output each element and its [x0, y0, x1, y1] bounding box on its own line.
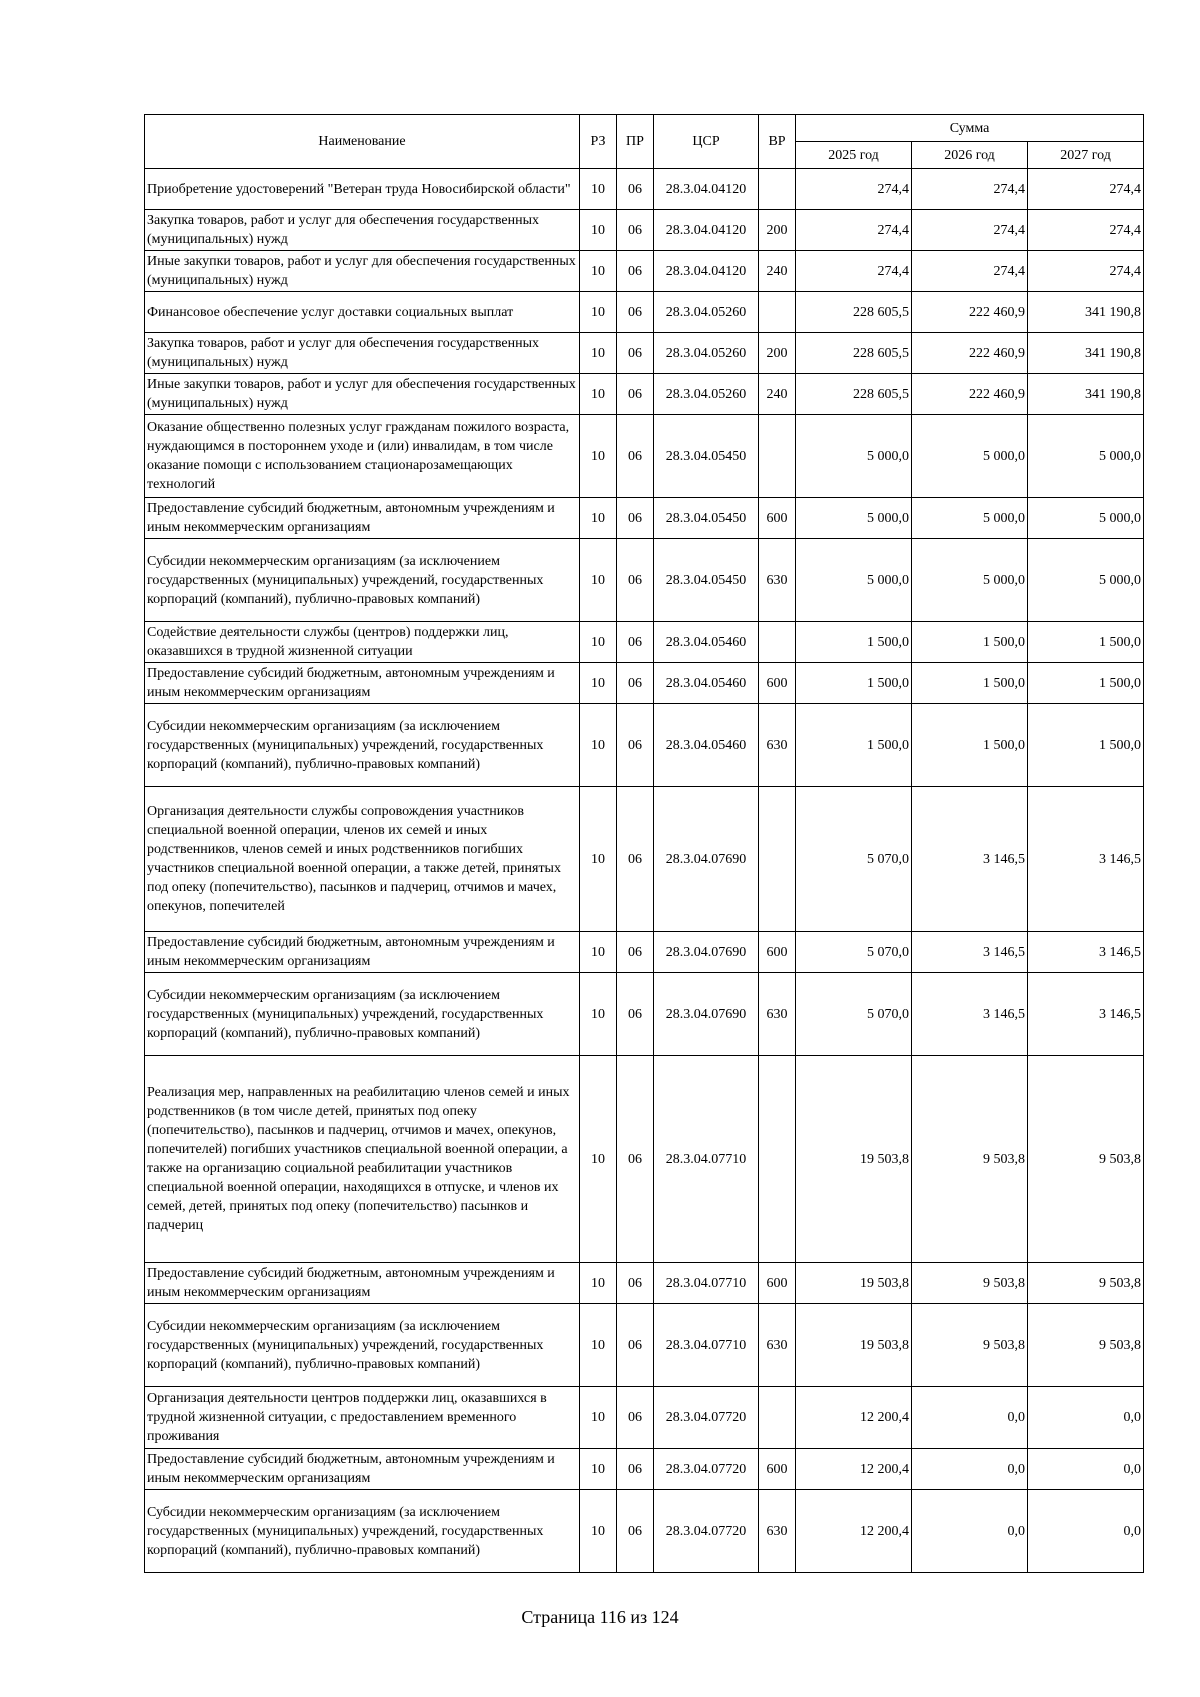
row-name-cell: Предоставление субсидий бюджетным, автономным учреждениям и иным некоммерческим организациям	[145, 1263, 580, 1304]
header-year-2026: 2026 год	[912, 142, 1028, 169]
table-row	[145, 1304, 1144, 1387]
table-header	[145, 115, 1144, 169]
row-sum-2025-cell: 19 503,8	[796, 1304, 912, 1387]
row-rz-cell: 10	[580, 415, 617, 498]
row-sum-2025-cell: 5 000,0	[796, 498, 912, 539]
row-name-cell: Предоставление субсидий бюджетным, автономным учреждениям и иным некоммерческим организациям	[145, 498, 580, 539]
row-sum-2026-cell: 1 500,0	[912, 622, 1028, 663]
row-sum-2026-cell: 274,4	[912, 251, 1028, 292]
table-row	[145, 1056, 1144, 1263]
row-csr-cell: 28.3.04.05460	[654, 622, 759, 663]
row-name-cell: Содействие деятельности службы (центров) поддержки лиц, оказавшихся в трудной жизненной ситуации	[145, 622, 580, 663]
row-sum-2026-cell: 0,0	[912, 1387, 1028, 1449]
row-sum-2025-cell: 5 000,0	[796, 539, 912, 622]
row-vr-cell	[759, 787, 796, 932]
row-sum-2025-cell: 274,4	[796, 210, 912, 251]
row-sum-2025-cell: 274,4	[796, 251, 912, 292]
row-vr-cell: 630	[759, 1304, 796, 1387]
row-pr-cell: 06	[617, 169, 654, 210]
row-pr-cell: 06	[617, 210, 654, 251]
row-sum-2026-cell: 222 460,9	[912, 292, 1028, 333]
row-rz-cell: 10	[580, 292, 617, 333]
row-sum-2026-cell: 0,0	[912, 1490, 1028, 1573]
row-sum-2026-cell: 3 146,5	[912, 787, 1028, 932]
table-row	[145, 498, 1144, 539]
row-sum-2026-cell: 0,0	[912, 1449, 1028, 1490]
row-rz-cell: 10	[580, 169, 617, 210]
row-name-cell: Закупка товаров, работ и услуг для обеспечения государственных (муниципальных) нужд	[145, 210, 580, 251]
row-sum-2025-cell: 19 503,8	[796, 1056, 912, 1263]
row-sum-2026-cell: 3 146,5	[912, 932, 1028, 973]
row-csr-cell: 28.3.04.05450	[654, 498, 759, 539]
row-sum-2027-cell: 0,0	[1028, 1449, 1144, 1490]
row-sum-2026-cell: 5 000,0	[912, 498, 1028, 539]
row-sum-2027-cell: 341 190,8	[1028, 292, 1144, 333]
row-sum-2025-cell: 5 070,0	[796, 787, 912, 932]
row-csr-cell: 28.3.04.07710	[654, 1263, 759, 1304]
header-vr: ВР	[759, 115, 796, 169]
row-pr-cell: 06	[617, 1490, 654, 1573]
row-csr-cell: 28.3.04.05460	[654, 704, 759, 787]
row-name-cell: Закупка товаров, работ и услуг для обеспечения государственных (муниципальных) нужд	[145, 333, 580, 374]
header-year-2025: 2025 год	[796, 142, 912, 169]
row-vr-cell	[759, 169, 796, 210]
row-rz-cell: 10	[580, 973, 617, 1056]
row-name-cell: Оказание общественно полезных услуг гражданам пожилого возраста, нуждающимся в постороннем уходе и (или) инвалидам, в том числе оказание помощи с использованием стационарозамещающих технологий	[145, 415, 580, 498]
row-csr-cell: 28.3.04.07720	[654, 1449, 759, 1490]
row-sum-2025-cell: 274,4	[796, 169, 912, 210]
row-sum-2027-cell: 3 146,5	[1028, 973, 1144, 1056]
row-csr-cell: 28.3.04.07720	[654, 1490, 759, 1573]
header-year-2027: 2027 год	[1028, 142, 1144, 169]
row-rz-cell: 10	[580, 1490, 617, 1573]
row-sum-2027-cell: 0,0	[1028, 1387, 1144, 1449]
row-sum-2026-cell: 1 500,0	[912, 663, 1028, 704]
row-rz-cell: 10	[580, 932, 617, 973]
table-row	[145, 251, 1144, 292]
row-sum-2027-cell: 0,0	[1028, 1490, 1144, 1573]
row-name-cell: Иные закупки товаров, работ и услуг для обеспечения государственных (муниципальных) нужд	[145, 374, 580, 415]
row-csr-cell: 28.3.04.07720	[654, 1387, 759, 1449]
row-rz-cell: 10	[580, 210, 617, 251]
table-row	[145, 1490, 1144, 1573]
row-rz-cell: 10	[580, 622, 617, 663]
row-pr-cell: 06	[617, 374, 654, 415]
row-vr-cell	[759, 415, 796, 498]
row-name-cell: Приобретение удостоверений "Ветеран труда Новосибирской области"	[145, 169, 580, 210]
row-pr-cell: 06	[617, 292, 654, 333]
row-pr-cell: 06	[617, 1263, 654, 1304]
row-csr-cell: 28.3.04.04120	[654, 169, 759, 210]
table-row	[145, 704, 1144, 787]
row-sum-2026-cell: 222 460,9	[912, 374, 1028, 415]
table-row	[145, 210, 1144, 251]
row-name-cell: Финансовое обеспечение услуг доставки социальных выплат	[145, 292, 580, 333]
row-name-cell: Субсидии некоммерческим организациям (за исключением государственных (муниципальных) учреждений, государственных корпораций (компаний), публично-правовых компаний)	[145, 539, 580, 622]
row-csr-cell: 28.3.04.05260	[654, 333, 759, 374]
row-sum-2027-cell: 9 503,8	[1028, 1056, 1144, 1263]
row-sum-2025-cell: 5 000,0	[796, 415, 912, 498]
row-sum-2025-cell: 1 500,0	[796, 663, 912, 704]
row-name-cell: Субсидии некоммерческим организациям (за исключением государственных (муниципальных) учреждений, государственных корпораций (компаний), публично-правовых компаний)	[145, 704, 580, 787]
row-sum-2027-cell: 5 000,0	[1028, 539, 1144, 622]
row-sum-2026-cell: 9 503,8	[912, 1263, 1028, 1304]
row-name-cell: Организация деятельности службы сопровождения участников специальной военной операции, членов их семей и иных родственников, членов семей и иных родственников погибших участников специальной военной операции, а также детей, принятых под опеку (попечительство), пасынков и падчериц, отчимов и мачех, опекунов, попечителей	[145, 787, 580, 932]
row-sum-2025-cell: 228 605,5	[796, 292, 912, 333]
row-rz-cell: 10	[580, 251, 617, 292]
row-sum-2025-cell: 228 605,5	[796, 374, 912, 415]
row-vr-cell	[759, 622, 796, 663]
row-name-cell: Иные закупки товаров, работ и услуг для обеспечения государственных (муниципальных) нужд	[145, 251, 580, 292]
row-sum-2026-cell: 1 500,0	[912, 704, 1028, 787]
row-rz-cell: 10	[580, 539, 617, 622]
row-rz-cell: 10	[580, 333, 617, 374]
row-pr-cell: 06	[617, 663, 654, 704]
row-sum-2025-cell: 12 200,4	[796, 1490, 912, 1573]
row-name-cell: Субсидии некоммерческим организациям (за исключением государственных (муниципальных) учреждений, государственных корпораций (компаний), публично-правовых компаний)	[145, 973, 580, 1056]
row-name-cell: Реализация мер, направленных на реабилитацию членов семей и иных родственников (в том числе детей, принятых под опеку (попечительство), пасынков и падчериц, отчимов и мачех, опекунов, попечителей) погибших участников специальной военной операции, а также на организацию социальной реабилитации участников специальной военной операции, находящихся в отпуске, и членов их семей, детей, принятых под опеку (попечительство) пасынков и падчериц	[145, 1056, 580, 1263]
row-vr-cell	[759, 292, 796, 333]
row-pr-cell: 06	[617, 622, 654, 663]
row-sum-2026-cell: 5 000,0	[912, 415, 1028, 498]
row-sum-2027-cell: 341 190,8	[1028, 333, 1144, 374]
table-row	[145, 292, 1144, 333]
row-pr-cell: 06	[617, 539, 654, 622]
row-sum-2025-cell: 12 200,4	[796, 1387, 912, 1449]
row-vr-cell: 240	[759, 374, 796, 415]
row-sum-2027-cell: 9 503,8	[1028, 1304, 1144, 1387]
row-pr-cell: 06	[617, 1387, 654, 1449]
table-row	[145, 932, 1144, 973]
row-vr-cell: 240	[759, 251, 796, 292]
row-name-cell: Субсидии некоммерческим организациям (за исключением государственных (муниципальных) учреждений, государственных корпораций (компаний), публично-правовых компаний)	[145, 1490, 580, 1573]
table-row	[145, 1263, 1144, 1304]
table-row	[145, 1387, 1144, 1449]
row-name-cell: Организация деятельности центров поддержки лиц, оказавшихся в трудной жизненной ситуации, с предоставлением временного проживания	[145, 1387, 580, 1449]
table-row	[145, 374, 1144, 415]
row-rz-cell: 10	[580, 1304, 617, 1387]
header-pr: ПР	[617, 115, 654, 169]
row-rz-cell: 10	[580, 1387, 617, 1449]
row-csr-cell: 28.3.04.07690	[654, 787, 759, 932]
header-name: Наименование	[145, 115, 580, 169]
row-sum-2026-cell: 3 146,5	[912, 973, 1028, 1056]
row-vr-cell: 600	[759, 1449, 796, 1490]
row-pr-cell: 06	[617, 704, 654, 787]
row-pr-cell: 06	[617, 973, 654, 1056]
row-sum-2026-cell: 222 460,9	[912, 333, 1028, 374]
row-vr-cell: 630	[759, 973, 796, 1056]
row-vr-cell: 600	[759, 663, 796, 704]
row-pr-cell: 06	[617, 1449, 654, 1490]
row-name-cell: Субсидии некоммерческим организациям (за исключением государственных (муниципальных) учреждений, государственных корпораций (компаний), публично-правовых компаний)	[145, 1304, 580, 1387]
row-vr-cell: 630	[759, 1490, 796, 1573]
row-vr-cell	[759, 1387, 796, 1449]
row-pr-cell: 06	[617, 1304, 654, 1387]
row-csr-cell: 28.3.04.05260	[654, 292, 759, 333]
row-sum-2025-cell: 5 070,0	[796, 973, 912, 1056]
row-csr-cell: 28.3.04.05460	[654, 663, 759, 704]
row-vr-cell: 600	[759, 498, 796, 539]
row-csr-cell: 28.3.04.05450	[654, 415, 759, 498]
row-vr-cell: 200	[759, 333, 796, 374]
row-vr-cell: 200	[759, 210, 796, 251]
row-sum-2025-cell: 1 500,0	[796, 704, 912, 787]
budget-table	[144, 114, 1144, 1573]
row-vr-cell: 630	[759, 539, 796, 622]
row-csr-cell: 28.3.04.04120	[654, 251, 759, 292]
table-row	[145, 415, 1144, 498]
table-body	[145, 169, 1144, 1573]
row-rz-cell: 10	[580, 704, 617, 787]
row-pr-cell: 06	[617, 415, 654, 498]
row-sum-2025-cell: 12 200,4	[796, 1449, 912, 1490]
row-sum-2026-cell: 9 503,8	[912, 1056, 1028, 1263]
row-name-cell: Предоставление субсидий бюджетным, автономным учреждениям и иным некоммерческим организациям	[145, 663, 580, 704]
header-sum: Сумма	[796, 115, 1144, 142]
row-pr-cell: 06	[617, 498, 654, 539]
header-csr: ЦСР	[654, 115, 759, 169]
table-row	[145, 333, 1144, 374]
row-sum-2027-cell: 5 000,0	[1028, 415, 1144, 498]
row-pr-cell: 06	[617, 1056, 654, 1263]
row-rz-cell: 10	[580, 374, 617, 415]
row-vr-cell: 630	[759, 704, 796, 787]
row-sum-2027-cell: 1 500,0	[1028, 704, 1144, 787]
row-pr-cell: 06	[617, 932, 654, 973]
row-sum-2027-cell: 274,4	[1028, 169, 1144, 210]
row-name-cell: Предоставление субсидий бюджетным, автономным учреждениям и иным некоммерческим организациям	[145, 1449, 580, 1490]
row-sum-2026-cell: 274,4	[912, 169, 1028, 210]
row-sum-2025-cell: 228 605,5	[796, 333, 912, 374]
row-pr-cell: 06	[617, 251, 654, 292]
row-rz-cell: 10	[580, 498, 617, 539]
table-row	[145, 973, 1144, 1056]
row-sum-2027-cell: 5 000,0	[1028, 498, 1144, 539]
row-vr-cell	[759, 1056, 796, 1263]
row-sum-2027-cell: 9 503,8	[1028, 1263, 1144, 1304]
row-sum-2025-cell: 1 500,0	[796, 622, 912, 663]
row-sum-2027-cell: 341 190,8	[1028, 374, 1144, 415]
row-rz-cell: 10	[580, 1263, 617, 1304]
row-csr-cell: 28.3.04.05260	[654, 374, 759, 415]
row-vr-cell: 600	[759, 1263, 796, 1304]
row-sum-2027-cell: 1 500,0	[1028, 663, 1144, 704]
row-sum-2027-cell: 274,4	[1028, 251, 1144, 292]
row-csr-cell: 28.3.04.07690	[654, 932, 759, 973]
row-rz-cell: 10	[580, 1056, 617, 1263]
row-sum-2025-cell: 5 070,0	[796, 932, 912, 973]
table-row	[145, 169, 1144, 210]
row-sum-2027-cell: 274,4	[1028, 210, 1144, 251]
row-sum-2026-cell: 5 000,0	[912, 539, 1028, 622]
row-csr-cell: 28.3.04.07690	[654, 973, 759, 1056]
row-pr-cell: 06	[617, 333, 654, 374]
row-pr-cell: 06	[617, 787, 654, 932]
row-rz-cell: 10	[580, 663, 617, 704]
row-sum-2027-cell: 3 146,5	[1028, 787, 1144, 932]
row-vr-cell: 600	[759, 932, 796, 973]
table-row	[145, 539, 1144, 622]
table-row	[145, 663, 1144, 704]
row-sum-2026-cell: 274,4	[912, 210, 1028, 251]
row-name-cell: Предоставление субсидий бюджетным, автономным учреждениям и иным некоммерческим организациям	[145, 932, 580, 973]
page-number: Страница 116 из 124	[521, 1607, 679, 1627]
row-rz-cell: 10	[580, 787, 617, 932]
row-csr-cell: 28.3.04.07710	[654, 1304, 759, 1387]
row-sum-2027-cell: 1 500,0	[1028, 622, 1144, 663]
row-rz-cell: 10	[580, 1449, 617, 1490]
row-csr-cell: 28.3.04.04120	[654, 210, 759, 251]
table-row	[145, 1449, 1144, 1490]
row-csr-cell: 28.3.04.05450	[654, 539, 759, 622]
table-row	[145, 622, 1144, 663]
header-rz: РЗ	[580, 115, 617, 169]
row-sum-2026-cell: 9 503,8	[912, 1304, 1028, 1387]
row-csr-cell: 28.3.04.07710	[654, 1056, 759, 1263]
row-sum-2027-cell: 3 146,5	[1028, 932, 1144, 973]
table-row	[145, 787, 1144, 932]
row-sum-2025-cell: 19 503,8	[796, 1263, 912, 1304]
